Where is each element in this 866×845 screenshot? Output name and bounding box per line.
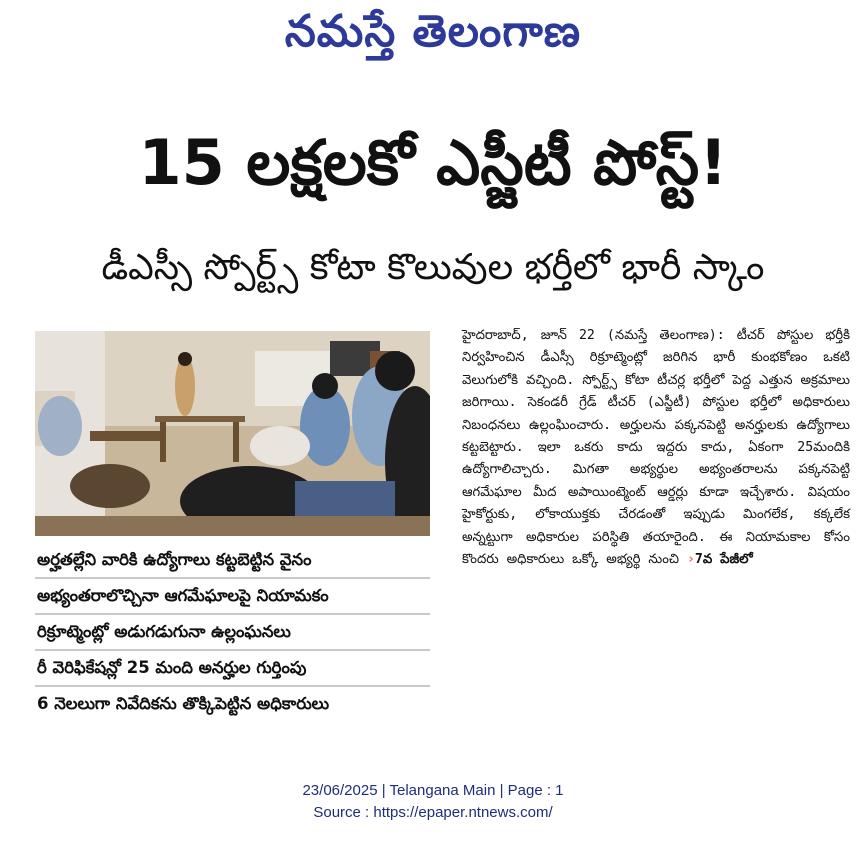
- article-text: హైదరాబాద్, జూన్ 22 (నమస్తే తెలంగాణ): టీచర్ పోస్టుల భర్తీకి నిర్వహించిన డీఎస్సీ రిక్రూట్మెంట్లో జరిగిన భారీ కుంభకోణం ఒకటి వెలుగులోకి వచ్చింది. స్పోర్ట్స్ కోటా టీచర్ల భర్తీలో పెద్ద ఎత్తున అక్రమాలు జరిగాయి. సెకండరీ గ్రేడ్ టీచర్ (ఎస్జీటీ) పోస్టుల భర్తీలో అధికారులు నిబంధనలు ఉల్లంఘించారు. అర్హులను పక్కనపెట్టి అనర్హులకు ఉద్యోగాలు కట్టబెట్టారు. ఇలా ఒకరు కాదు ఇద్దరు కాదు, ఏకంగా 25మందికి ఉద్యోగాలిచ్చారు. మిగతా అభ్యర్థుల అభ్యంతరాలను పక్కనపెట్టి ఆగమేఘాల మీద అపాయింట్మెంట్ ఆర్డర్లు కూడా ఇచ్చేశారు. విషయం హైకోర్టుకు, లోకాయుక్తకు చేరడంతో ఇప్పుడు మింగలేక, కక్కలేక అన్నట్టుగా అధికారుల పరిస్థితి తయారైంది. ఈ నియామకాల కోసం కొందరు అధికారులు ఒక్కో అభ్యర్థి నుంచి: [462, 328, 850, 568]
- highlight-item: అభ్యంతరాలొచ్చినా ఆగమేఘాలపై నియామకం: [35, 579, 430, 615]
- subheadline: డీఎస్సీ స్పోర్ట్స్ కోటా కొలువుల భర్తీలో భారీ స్కాం: [101, 247, 765, 288]
- continued-on-page: 7వ పేజీలో: [694, 552, 753, 568]
- highlight-item: 6 నెలలుగా నివేదికను తొక్కిపెట్టిన అధికారులు: [37, 694, 330, 713]
- masthead-title: నమస్తే తెలంగాణ: [284, 6, 582, 57]
- source-link[interactable]: Source : https://epaper.ntnews.com/: [313, 804, 553, 821]
- headline: 15 లక్షలకో ఎస్జీటీ పోస్ట్!: [138, 126, 728, 199]
- footer: [0, 780, 866, 824]
- masthead: [0, 6, 866, 68]
- classroom-photo: [35, 331, 430, 536]
- highlight-item: రిక్రూట్మెంట్లో అడుగడుగునా ఉల్లంఘనలు: [35, 615, 430, 651]
- highlights-list: [35, 543, 430, 721]
- highlight-item: అర్హతల్లేని వారికి ఉద్యోగాలు కట్టబెట్టిన వైనం: [35, 543, 430, 579]
- continued-arrow-icon: ›: [686, 552, 695, 568]
- article-body: [462, 325, 850, 571]
- highlight-item: రీ వెరిఫికేషన్లో 25 మంది అనర్హుల గుర్తింపు: [35, 651, 430, 687]
- edition-info: 23/06/2025 | Telangana Main | Page : 1: [302, 782, 564, 799]
